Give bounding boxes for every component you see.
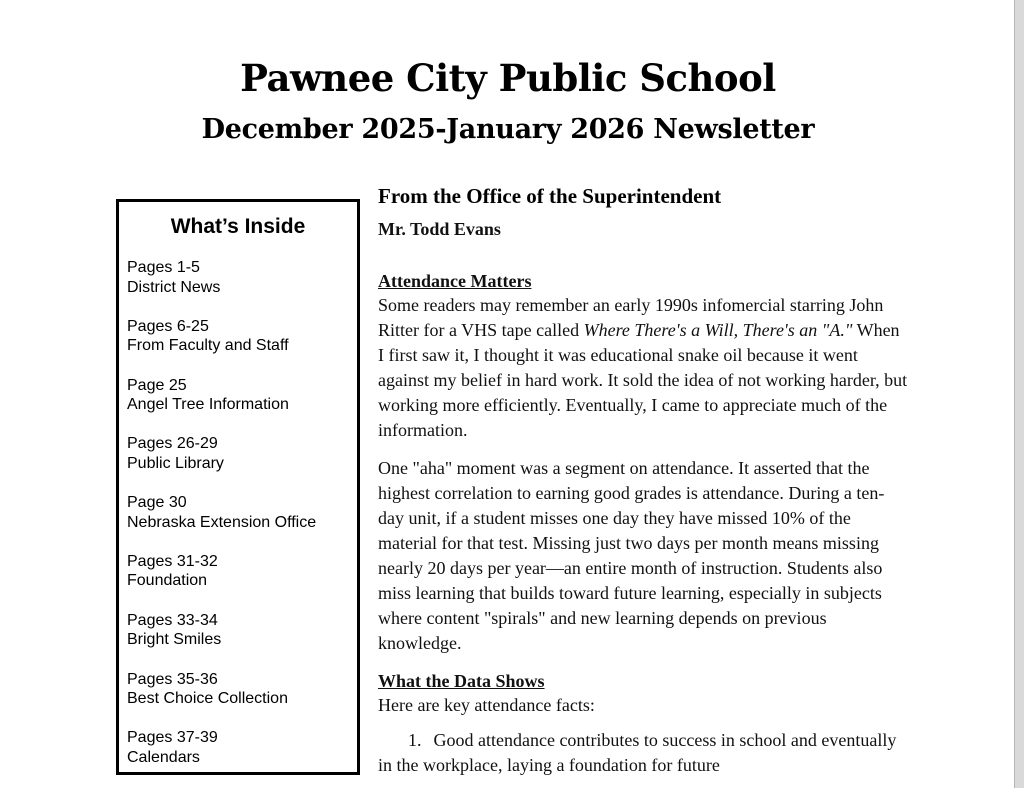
toc-pages: Page 25 bbox=[127, 376, 187, 394]
toc-label: From Faculty and Staff bbox=[127, 337, 289, 355]
data-heading: What the Data Shows bbox=[378, 671, 545, 691]
toc-label: Public Library bbox=[127, 454, 224, 472]
toc-item-angel-tree bbox=[127, 376, 357, 415]
toc-pages: Pages 6-25 bbox=[127, 317, 209, 335]
attendance-heading: Attendance Matters bbox=[378, 271, 532, 291]
paragraph-text: When I first saw it, I thought it was educational snake oil because it went against my belief in hard work. It sold the idea of not working harder, but working more efficiently. Eventually, I came to appreciate much of the information. bbox=[378, 320, 908, 440]
author-name: Mr. Todd Evans bbox=[378, 219, 501, 239]
list-item bbox=[378, 728, 908, 778]
data-intro: Here are key attendance facts: bbox=[378, 695, 595, 715]
toc-list bbox=[119, 258, 357, 767]
toc-label: Nebraska Extension Office bbox=[127, 513, 317, 531]
page-edge bbox=[1015, 0, 1024, 788]
toc-item-faculty-staff bbox=[127, 317, 357, 356]
attendance-facts-list bbox=[378, 728, 908, 778]
newsletter-subtitle: December 2025-January 2026 Newsletter bbox=[201, 114, 815, 145]
toc-item-bright-smiles bbox=[127, 611, 357, 650]
toc-label: Best Choice Collection bbox=[127, 690, 288, 708]
toc-item-public-library bbox=[127, 434, 357, 473]
toc-pages: Pages 33-34 bbox=[127, 611, 218, 629]
toc-label: Angel Tree Information bbox=[127, 396, 289, 414]
toc-item-extension-office bbox=[127, 493, 357, 532]
newsletter-title: Pawnee City Public School bbox=[240, 56, 776, 100]
whats-inside-title: What’s Inside bbox=[170, 215, 306, 238]
toc-label: Bright Smiles bbox=[127, 631, 222, 649]
toc-pages: Pages 35-36 bbox=[127, 670, 218, 688]
toc-label: Foundation bbox=[127, 572, 208, 590]
toc-item-district-news bbox=[127, 258, 357, 297]
paragraph-infomercial bbox=[378, 293, 908, 443]
whats-inside-box bbox=[116, 199, 360, 775]
toc-item-best-choice bbox=[127, 670, 357, 709]
tape-title: Where There's a Will, There's an "A." bbox=[583, 320, 853, 340]
toc-item-calendars bbox=[127, 728, 357, 767]
toc-pages: Pages 1-5 bbox=[127, 259, 200, 276]
toc-item-foundation bbox=[127, 552, 357, 591]
list-number: 1. bbox=[408, 730, 422, 750]
paragraph-text: Some readers may remember an early 1990s infomercial starring John Ritter for a VHS tape called bbox=[378, 295, 884, 340]
toc-label: District News bbox=[127, 278, 221, 296]
paragraph-aha-moment: One "aha" moment was a segment on attendance. It asserted that the highest correlation to earning good grades is attendance. During a ten-day unit, if a student misses one day they have missed 10% of the material for that test. Missing just two days per month means missing nearly 20 days per year—an entire month of instruction. Students also miss learning that builds toward future learning, especially in subjects where content "spirals" and new learning depends on previous knowledge. bbox=[378, 458, 885, 653]
toc-pages: Page 30 bbox=[127, 494, 187, 512]
article-column bbox=[378, 183, 908, 778]
toc-pages: Pages 26-29 bbox=[127, 435, 218, 453]
section-title: From the Office of the Superintendent bbox=[378, 184, 722, 208]
toc-pages: Pages 37-39 bbox=[127, 729, 218, 747]
toc-pages: Pages 31-32 bbox=[127, 552, 218, 570]
list-text: Good attendance contributes to success in school and eventually in the workplace, laying a foundation for future bbox=[378, 730, 897, 775]
toc-label: Calendars bbox=[127, 748, 200, 766]
